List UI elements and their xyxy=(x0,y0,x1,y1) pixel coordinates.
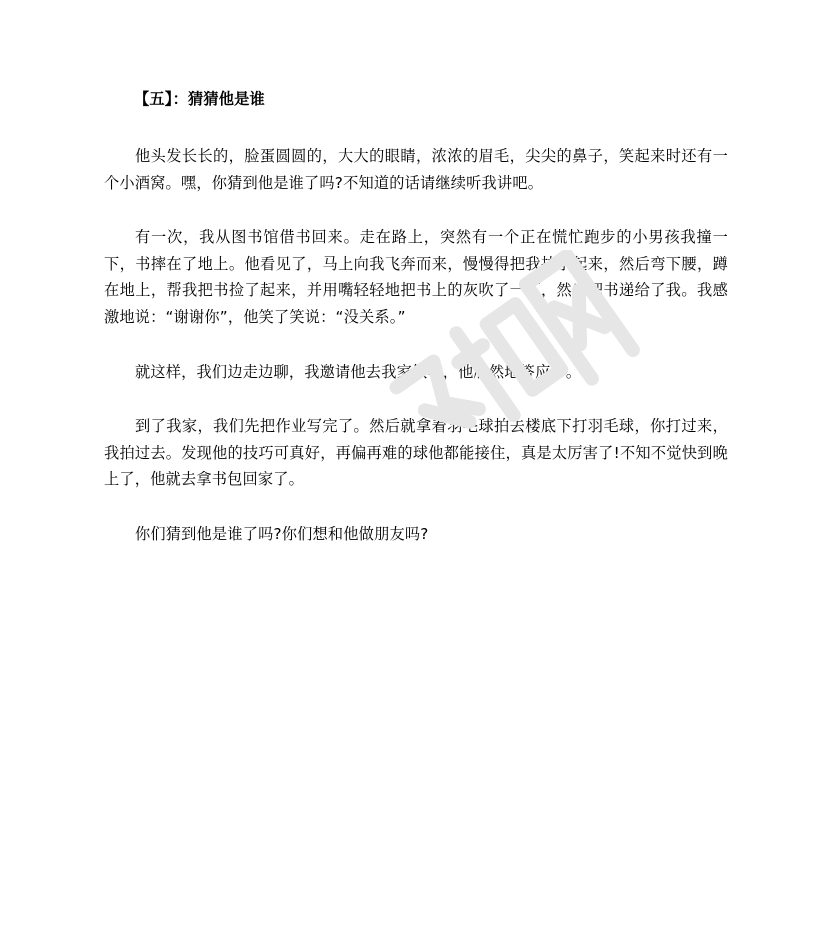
paragraph-3: 就这样，我们边走边聊，我邀请他去我家做客，他欣然地答应了。 xyxy=(135,362,582,381)
paragraph-2: 有一次，我从图书馆借书回来。走在路上，突然有一个正在慌忙跑步的小男孩我撞一下，书摔在了地上。他看见了，马上向我飞奔而来，慢慢得把我扶了起来，然后弯下腰，蹲在地上，帮我把书捡了起来，并用嘴轻轻地把书上的灰吹了一下，然后把书递给了我。我感激地说：“谢谢你”，他笑了笑说：“没关系。” xyxy=(104,228,728,326)
document-body xyxy=(104,86,728,548)
paragraph-4: 到了我家，我们先把作业写完了。然后就拿着羽毛球拍去楼底下打羽毛球，你打过来，我拍过去。发现他的技巧可真好，再偏再难的球他都能接住，真是太厉害了!不知不觉快到晚上了，他就去拿书包回家了。 xyxy=(104,417,728,489)
section-heading: 【五】：猜猜他是谁 xyxy=(134,90,265,108)
paragraph-5: 你们猜到他是谁了吗?你们想和他做朋友吗? xyxy=(135,524,429,543)
paragraph-1: 他头发长长的，脸蛋圆圆的，大大的眼睛，浓浓的眉毛，尖尖的鼻子，笑起来时还有一个小酒窝。嘿，你猜到他是谁了吗?不知道的话请继续听我讲吧。 xyxy=(104,147,728,192)
